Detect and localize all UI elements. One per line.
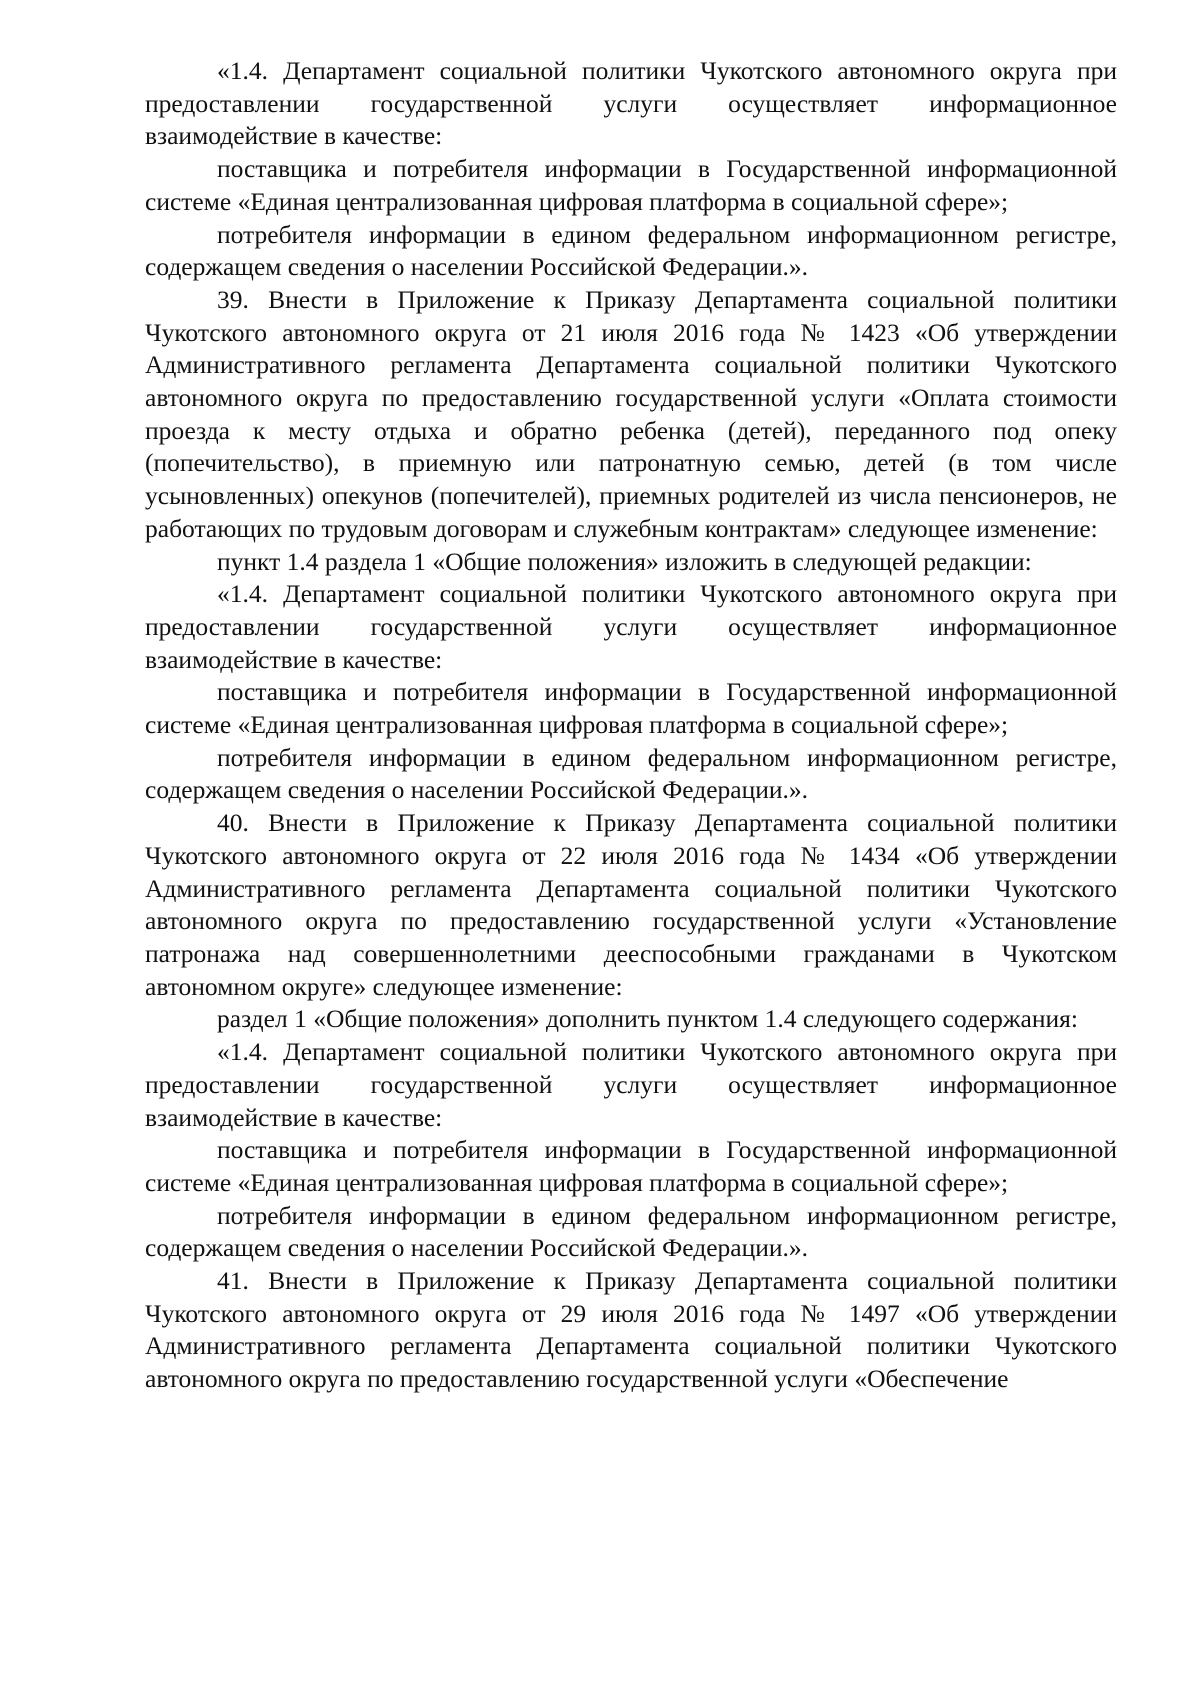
quoted-clause-1-4: «1.4. Департамент социальной политики Чукотского автономного округа при предоставлении государственной услуги осуществляет информационное взаимодействие в качестве: bbox=[145, 1037, 1117, 1132]
clause-consumer-register: потребителя информации в едином федеральном информационном регистре, содержащем сведения о населении Российской Федерации.». bbox=[145, 1200, 1117, 1263]
clause-supplier-consumer: поставщика и потребителя информации в Государственной информационной системе «Единая централизованная цифровая платформа в социальной сфере»; bbox=[145, 154, 1117, 216]
item-39: 39. Внести в Приложение к Приказу Департамента социальной политики Чукотского автономного округа от 21 июля 2016 года № 1423 «Об утверждении Административного регламента Департамента социальной политики Чукотского автономного округа по предоставлению государственной услуги «Оплата стоимости проезда к месту отдыха и обратно ребенка (детей), переданного под опеку (попечительство), в приемную или патронатную семью, детей (в том числе усыновленных) опекунов (попечителей), приемных родителей из числа пенсионеров, не работающих по трудовым договорам и служебным контрактам» следующее изменение: bbox=[145, 284, 1117, 543]
clause-consumer-register: потребителя информации в едином федеральном информационном регистре, содержащем сведения о населении Российской Федерации.». bbox=[145, 219, 1117, 282]
item-39-instruction: пункт 1.4 раздела 1 «Общие положения» изложить в следующей редакции: bbox=[217, 546, 1032, 576]
clause-consumer-register: потребителя информации в едином федеральном информационном регистре, содержащем сведения о населении Российской Федерации.». bbox=[145, 742, 1117, 805]
clause-supplier-consumer: поставщика и потребителя информации в Государственной информационной системе «Единая централизованная цифровая платформа в социальной сфере»; bbox=[145, 1135, 1117, 1197]
item-40-instruction: раздел 1 «Общие положения» дополнить пунктом 1.4 следующего содержания: bbox=[217, 1004, 1078, 1034]
item-41: 41. Внести в Приложение к Приказу Департамента социальной политики Чукотского автономного округа от 29 июля 2016 года № 1497 «Об утверждении Административного регламента Департамента социальной политики Чукотского автономного округа по предоставлению государственной услуги «Обеспечение bbox=[145, 1266, 1117, 1394]
item-40: 40. Внести в Приложение к Приказу Департамента социальной политики Чукотского автономного округа от 22 июля 2016 года № 1434 «Об утверждении Административного регламента Департамента социальной политики Чукотского автономного округа по предоставлению государственной услуги «Установление патронажа над совершеннолетними дееспособными гражданами в Чукотском автономном округе» следующее изменение: bbox=[145, 808, 1117, 1001]
document-page bbox=[145, 55, 1117, 1396]
quoted-clause-1-4: «1.4. Департамент социальной политики Чукотского автономного округа при предоставлении государственной услуги осуществляет информационное взаимодействие в качестве: bbox=[145, 56, 1117, 151]
clause-supplier-consumer: поставщика и потребителя информации в Государственной информационной системе «Единая централизованная цифровая платформа в социальной сфере»; bbox=[145, 677, 1117, 740]
quoted-clause-1-4: «1.4. Департамент социальной политики Чукотского автономного округа при предоставлении государственной услуги осуществляет информационное взаимодействие в качестве: bbox=[145, 579, 1117, 674]
